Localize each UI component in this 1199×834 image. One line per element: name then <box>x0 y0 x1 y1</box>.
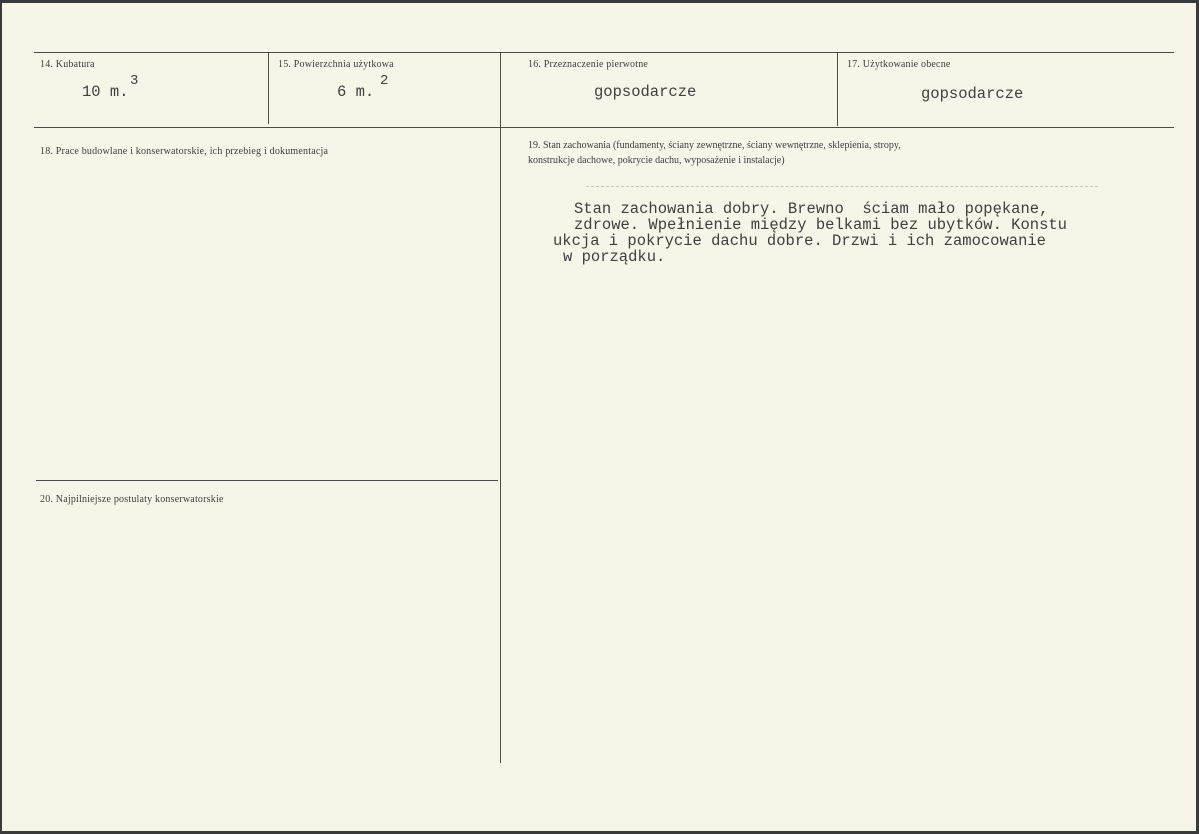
field-17-value: gopsodarcze <box>921 85 1024 103</box>
field-18-label: 18. Prace budowlane i konserwatorskie, ich przebieg i dokumentacja <box>40 146 329 157</box>
field-15-label: 15. Powierzchnia użytkowa <box>278 59 394 70</box>
field-16-value: gopsodarcze <box>594 83 697 101</box>
main-vertical-divider <box>500 127 501 763</box>
field-14-label: 14. Kubatura <box>40 59 95 70</box>
field-19-text-line-3: ukcja i pokrycie dachu dobre. Drzwi i ich zamocowanie <box>553 232 1046 250</box>
field-14-unit-superscript: 3 <box>130 73 139 89</box>
field-19-text-line-2: zdrowe. Wpełnienie między belkami bez ubytków. Konstu <box>574 216 1067 234</box>
field-19-text-line-4: w porządku. <box>563 248 666 266</box>
field-19-faint-guide <box>586 186 1098 187</box>
field-16-label: 16. Przeznaczenie pierwotne <box>528 59 649 70</box>
field-19-text-line-1: Stan zachowania dobry. Brewno ściam mało popękane, <box>574 200 1049 218</box>
divider-16-17 <box>837 52 838 126</box>
field-15-value: 6 m. <box>337 83 375 101</box>
archival-record-card <box>2 3 1196 831</box>
field-20-rule <box>36 480 498 481</box>
divider-14-15 <box>268 52 269 124</box>
field-19-label-line-2: konstrukcje dachowe, pokrycie dachu, wyposażenie i instalacje) <box>528 155 785 166</box>
field-15-unit-superscript: 2 <box>380 73 389 89</box>
top-rule <box>34 52 1174 53</box>
divider-15-16 <box>500 52 501 128</box>
field-19-label-line-1: 19. Stan zachowania (fundamenty, ściany zewnętrzne, ściany wewnętrzne, sklepienia, stropy, <box>528 140 901 151</box>
row-rule <box>34 127 1174 128</box>
field-14-value: 10 m. <box>82 83 129 101</box>
field-20-label: 20. Najpilniejsze postulaty konserwatorskie <box>40 494 224 505</box>
field-17-label: 17. Użytkowanie obecne <box>847 59 951 70</box>
